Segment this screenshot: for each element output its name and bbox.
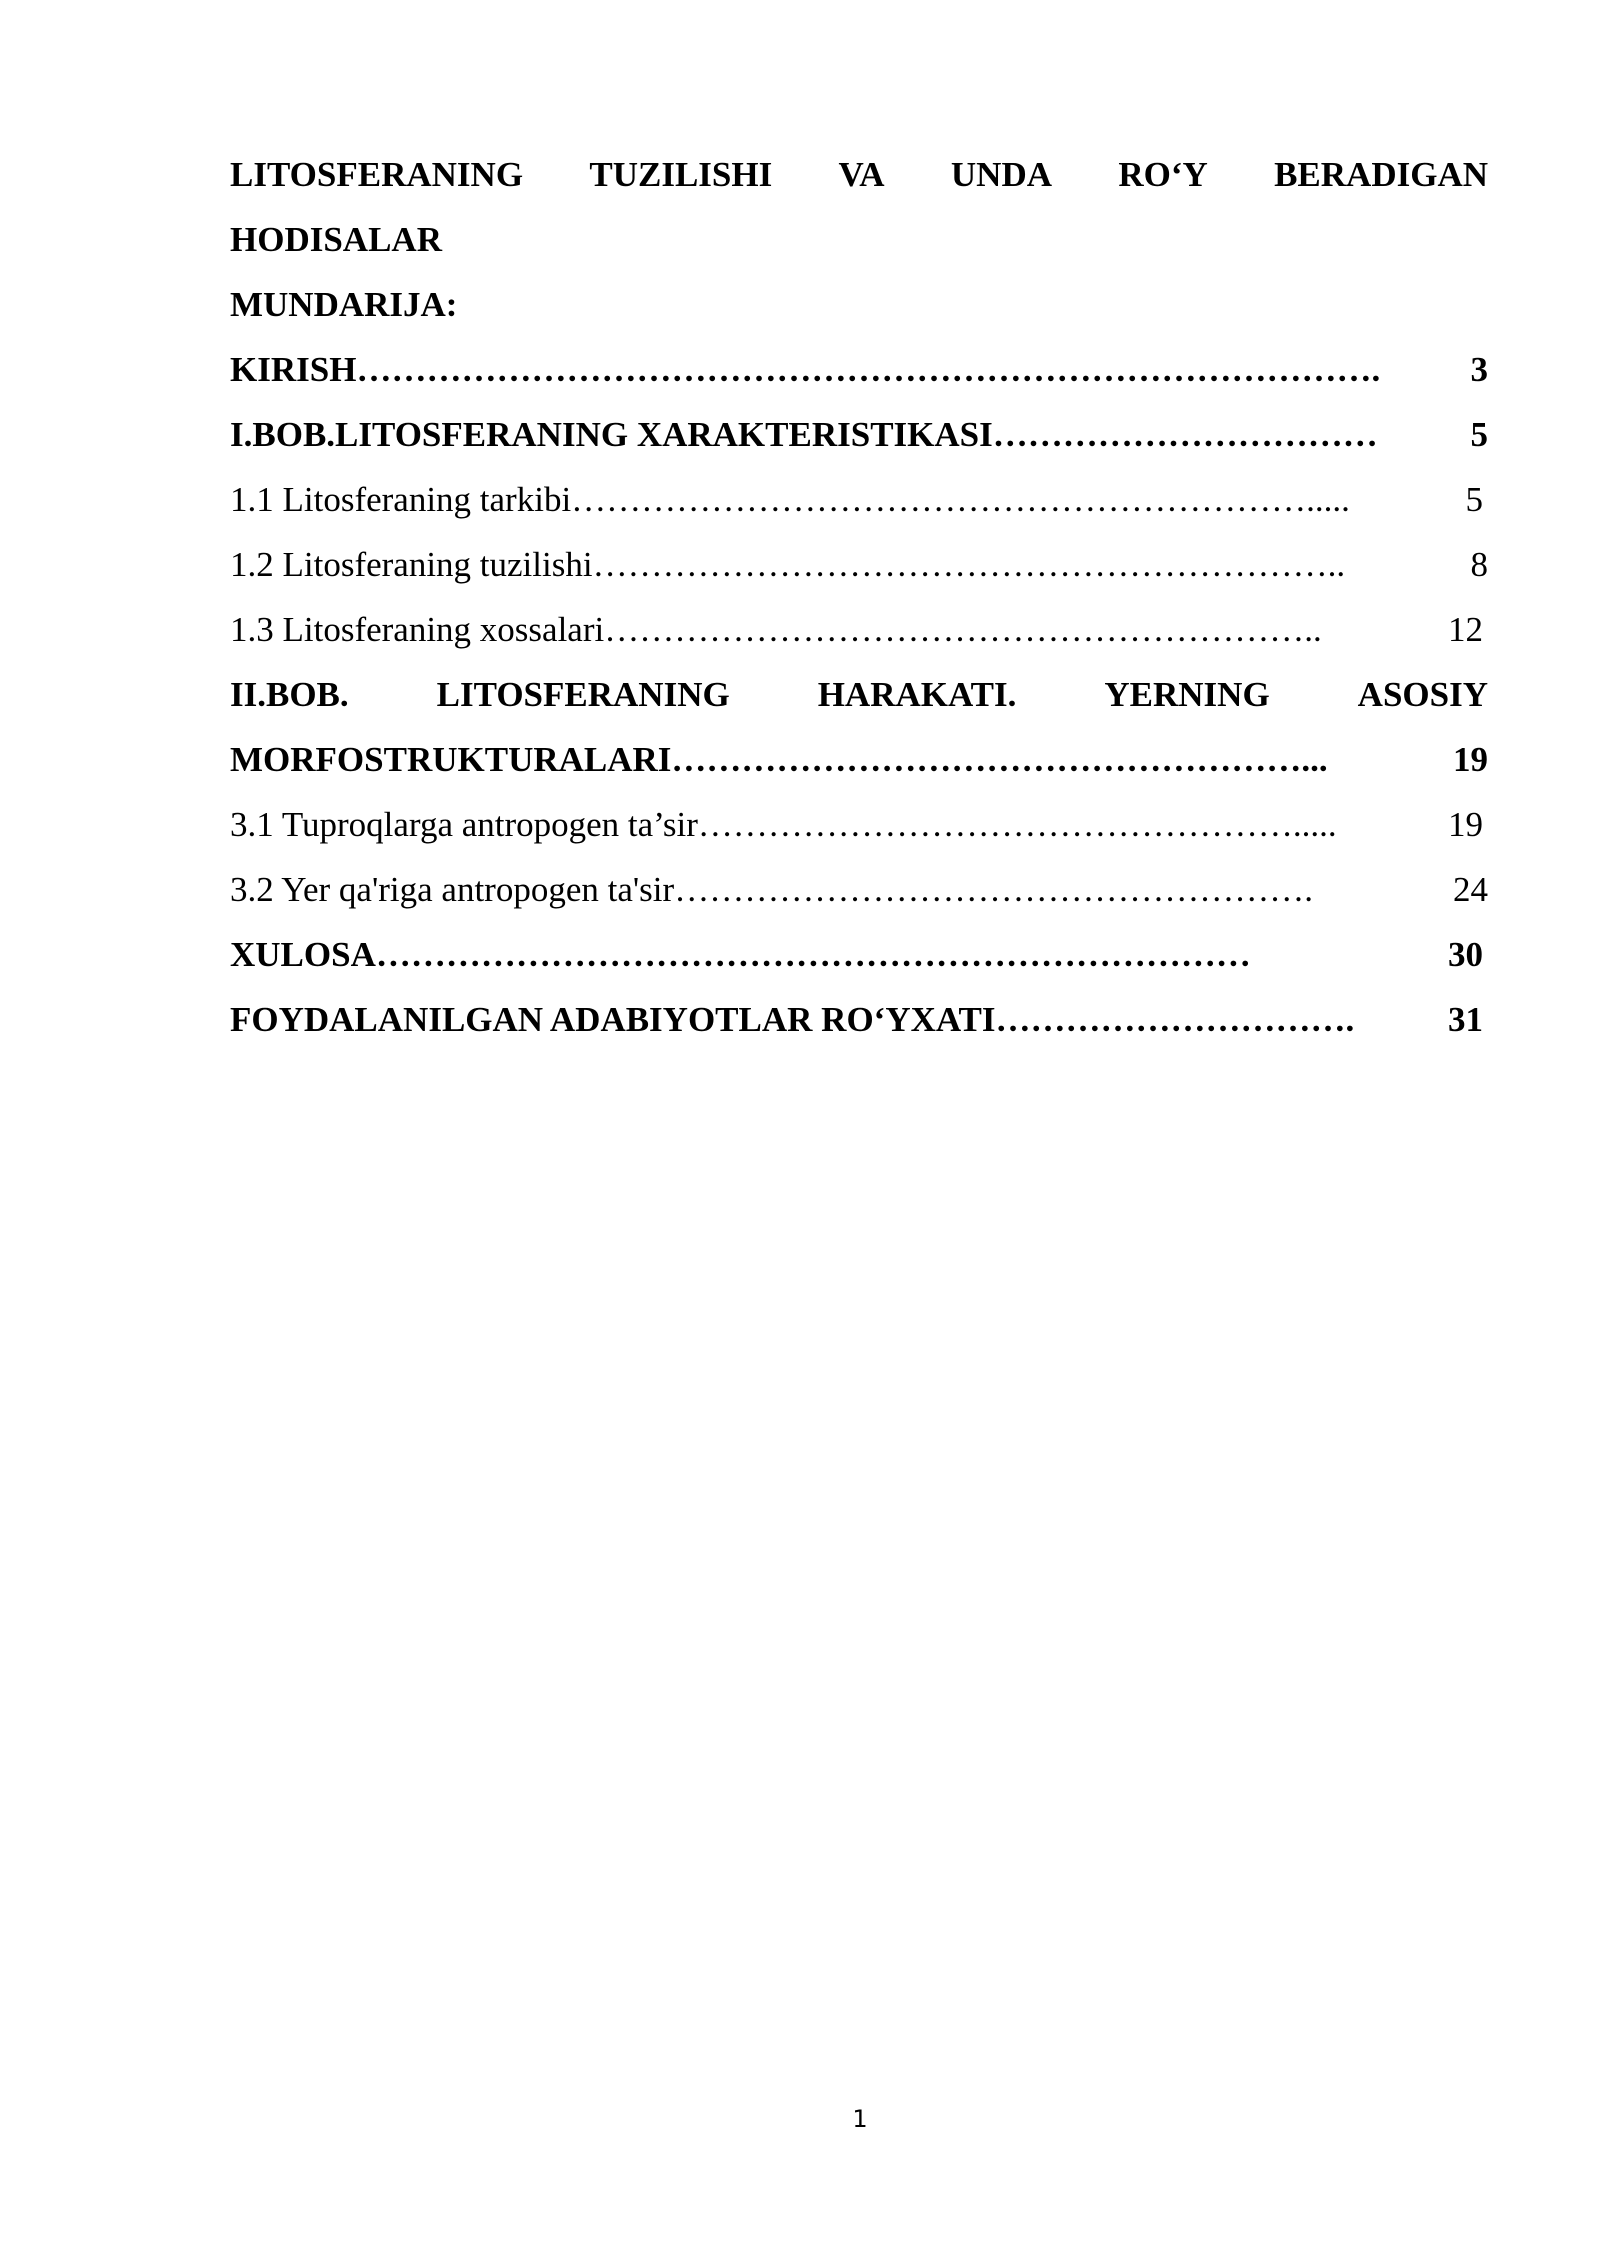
toc-dot-leader: ………………………………………………. bbox=[674, 870, 1313, 909]
toc-entry-page: 19 bbox=[1448, 805, 1483, 844]
chapter-word: II.BOB. bbox=[230, 675, 349, 714]
chapter-word: HARAKATI. bbox=[817, 675, 1017, 714]
toc-chapter-2-line-2 bbox=[230, 727, 1488, 792]
toc-entry-label: 1.3 Litosferaning xossalari bbox=[230, 610, 605, 649]
title-word: UNDA bbox=[950, 155, 1053, 194]
toc-heading: MUNDARIJA: bbox=[230, 285, 458, 324]
document-page bbox=[230, 142, 1488, 1052]
toc-dot-leader: ………………………………………………………………… bbox=[375, 935, 1251, 974]
toc-dot-leader: ……………………………………………………….. bbox=[592, 545, 1346, 584]
title-word: VA bbox=[838, 155, 885, 194]
title-word: LITOSFERANING bbox=[230, 155, 524, 194]
toc-dot-leader: …………………………. bbox=[995, 1000, 1355, 1039]
title-word: BERADIGAN bbox=[1274, 155, 1488, 194]
toc-entry bbox=[230, 597, 1483, 662]
toc-entry bbox=[230, 922, 1483, 987]
toc-entry-page: 19 bbox=[1453, 740, 1488, 779]
toc-entry-label: FOYDALANILGAN ADABIYOTLAR RO‘YXATI bbox=[230, 1000, 996, 1039]
document-title-line-1 bbox=[230, 142, 1488, 207]
toc-entry-label: MORFOSTRUKTURALARI bbox=[230, 740, 672, 779]
toc-entry bbox=[230, 337, 1488, 402]
toc-dot-leader: ………………………………………………... bbox=[671, 740, 1328, 779]
toc-dot-leader: ……………………………………………..... bbox=[697, 805, 1337, 844]
toc-entry-page: 24 bbox=[1453, 870, 1488, 909]
toc-entry-page: 12 bbox=[1448, 610, 1483, 649]
toc-dot-leader: ………………………………………………………..... bbox=[571, 480, 1350, 519]
toc-entry-label: 3.1 Tuproqlarga antropogen ta’sir bbox=[230, 805, 698, 844]
toc-entry-label: 1.2 Litosferaning tuzilishi bbox=[230, 545, 593, 584]
toc-entry-page: 31 bbox=[1448, 1000, 1483, 1039]
toc-entry-label: 3.2 Yer qa'riga antropogen ta'sir bbox=[230, 870, 675, 909]
toc-entry bbox=[230, 532, 1488, 597]
toc-entry-page: 5 bbox=[1465, 480, 1483, 519]
toc-entry-page: 3 bbox=[1470, 350, 1488, 389]
toc-entry-label: I.BOB.LITOSFERANING XARAKTERISTIKASI bbox=[230, 415, 993, 454]
title-word: TUZILISHI bbox=[589, 155, 773, 194]
chapter-word: LITOSFERANING bbox=[436, 675, 730, 714]
toc-entry-page: 5 bbox=[1470, 415, 1488, 454]
page-number: 1 bbox=[852, 2105, 868, 2133]
toc-entry bbox=[230, 467, 1483, 532]
toc-entry bbox=[230, 402, 1488, 467]
table-of-contents-continued bbox=[230, 792, 1488, 1052]
toc-entry-label: XULOSA bbox=[230, 935, 376, 974]
toc-entry-label: 1.1 Litosferaning tarkibi bbox=[230, 480, 572, 519]
toc-entry bbox=[230, 987, 1483, 1052]
toc-entry-page: 8 bbox=[1470, 545, 1488, 584]
toc-entry-page: 30 bbox=[1448, 935, 1483, 974]
document-title-line-2: HODISALAR bbox=[230, 220, 442, 259]
chapter-word: ASOSIY bbox=[1357, 675, 1488, 714]
toc-chapter-2-line-1 bbox=[230, 662, 1488, 727]
toc-dot-leader: ……………………………………………………………………………. bbox=[356, 350, 1381, 389]
title-word: RO‘Y bbox=[1118, 155, 1208, 194]
toc-dot-leader: …………………………… bbox=[992, 415, 1378, 454]
toc-entry-label: KIRISH bbox=[230, 350, 357, 389]
chapter-word: YERNING bbox=[1104, 675, 1270, 714]
toc-entry bbox=[230, 857, 1488, 922]
toc-entry bbox=[230, 792, 1483, 857]
table-of-contents bbox=[230, 337, 1488, 662]
toc-dot-leader: …………………………………………………….. bbox=[604, 610, 1322, 649]
